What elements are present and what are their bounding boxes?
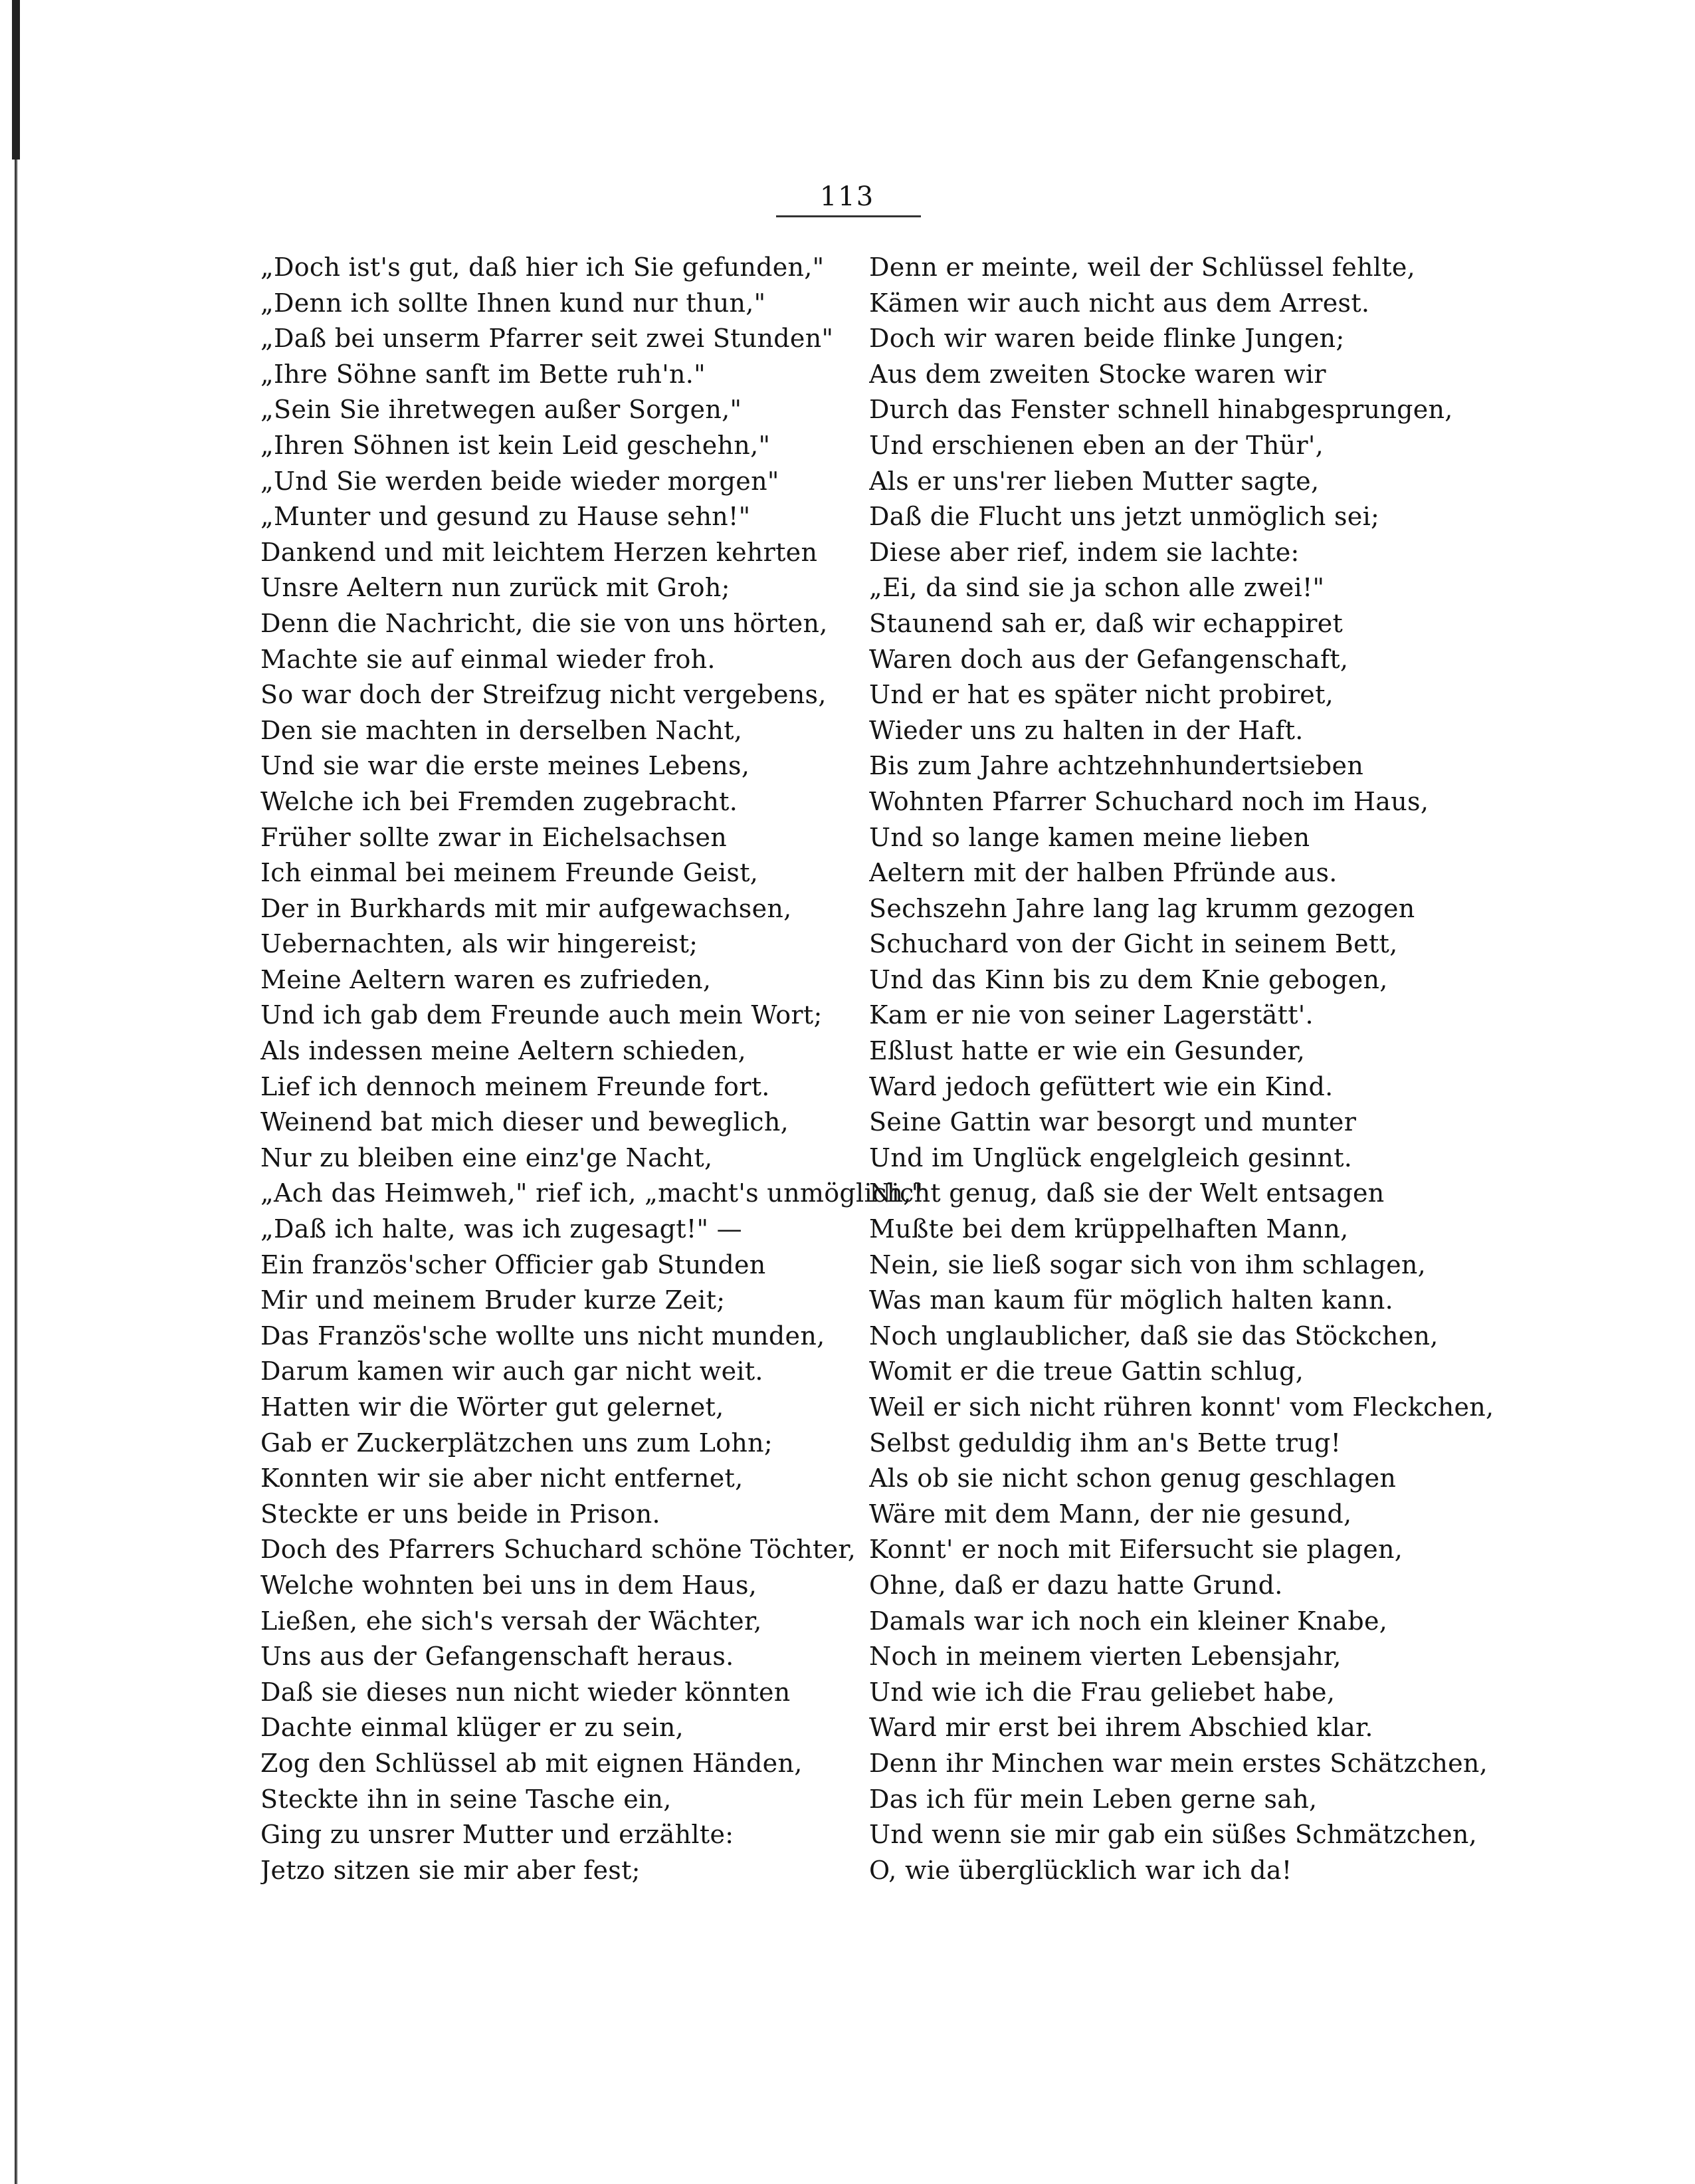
verse-line: Der in Burkhards mit mir aufgewachsen, bbox=[260, 893, 792, 923]
verse-line: Durch das Fenster schnell hinabgesprungen, bbox=[869, 395, 1453, 425]
verse-line: Denn die Nachricht, die sie von uns hörten, bbox=[260, 608, 828, 638]
verse-line: Darum kamen wir auch gar nicht weit. bbox=[260, 1357, 763, 1386]
verse-line: O, wie überglücklich war ich da! bbox=[869, 1855, 1292, 1885]
verse-line: Und wenn sie mir gab ein süßes Schmätzchen, bbox=[869, 1820, 1478, 1850]
verse-line: Weinend bat mich dieser und beweglich, bbox=[260, 1107, 789, 1137]
verse-line: „Ach das Heimweh," rief ich, „macht's unmöglich," bbox=[260, 1178, 924, 1208]
verse-line: Und das Kinn bis zu dem Knie gebogen, bbox=[869, 964, 1388, 994]
verse-line: Eßlust hatte er wie ein Gesunder, bbox=[869, 1036, 1306, 1066]
binding-edge bbox=[15, 0, 18, 2184]
verse-line: Ging zu unsrer Mutter und erzählte: bbox=[260, 1820, 734, 1850]
verse-line: Den sie machten in derselben Nacht, bbox=[260, 715, 743, 745]
verse-line: Damals war ich noch ein kleiner Knabe, bbox=[869, 1606, 1388, 1636]
verse-line: Steckte er uns beide in Prison. bbox=[260, 1499, 660, 1529]
verse-line: Kam er nie von seiner Lagerstätt'. bbox=[869, 1000, 1314, 1030]
verse-line: Diese aber rief, indem sie lachte: bbox=[869, 537, 1300, 567]
verse-line: Als ob sie nicht schon genug geschlagen bbox=[869, 1464, 1397, 1493]
verse-line: „Daß ich halte, was ich zugesagt!" — bbox=[260, 1214, 742, 1244]
verse-line: Wohnten Pfarrer Schuchard noch im Haus, bbox=[869, 786, 1429, 816]
verse-line: Seine Gattin war besorgt und munter bbox=[869, 1107, 1357, 1137]
verse-line: Ward jedoch gefüttert wie ein Kind. bbox=[869, 1071, 1334, 1101]
verse-line: Als indessen meine Aeltern schieden, bbox=[260, 1036, 746, 1066]
verse-line: Denn er meinte, weil der Schlüssel fehlte, bbox=[869, 253, 1415, 282]
verse-line: Früher sollte zwar in Eichelsachsen bbox=[260, 822, 728, 852]
verse-line: Daß sie dieses nun nicht wieder könnten bbox=[260, 1677, 791, 1707]
verse-line: Hatten wir die Wörter gut gelernet, bbox=[260, 1392, 724, 1422]
verse-line: „Ihren Söhnen ist kein Leid geschehn," bbox=[260, 430, 771, 460]
verse-line: Waren doch aus der Gefangenschaft, bbox=[869, 644, 1349, 674]
verse-line: Und wie ich die Frau geliebet habe, bbox=[869, 1677, 1336, 1707]
verse-line: Mußte bei dem krüppelhaften Mann, bbox=[869, 1214, 1349, 1244]
verse-line: „Munter und gesund zu Hause sehn!" bbox=[260, 502, 751, 532]
verse-line: Staunend sah er, daß wir echappiret bbox=[869, 608, 1344, 638]
verse-line: Ich einmal bei meinem Freunde Geist, bbox=[260, 858, 759, 888]
verse-line: Unsre Aeltern nun zurück mit Groh; bbox=[260, 573, 730, 603]
left-column bbox=[260, 250, 923, 1888]
verse-line: Gab er Zuckerplätzchen uns zum Lohn; bbox=[260, 1428, 773, 1458]
verse-line: Ein französ'scher Officier gab Stunden bbox=[260, 1250, 766, 1279]
right-column bbox=[869, 250, 1494, 1888]
verse-line: Mir und meinem Bruder kurze Zeit; bbox=[260, 1285, 726, 1315]
verse-line: Ließen, ehe sich's versah der Wächter, bbox=[260, 1606, 762, 1636]
verse-line: Konnten wir sie aber nicht entfernet, bbox=[260, 1464, 744, 1493]
verse-line: „Doch ist's gut, daß hier ich Sie gefunden," bbox=[260, 253, 825, 282]
verse-line: Welche ich bei Fremden zugebracht. bbox=[260, 786, 738, 816]
verse-line: „Daß bei unserm Pfarrer seit zwei Stunden" bbox=[260, 324, 834, 354]
verse-line: Welche wohnten bei uns in dem Haus, bbox=[260, 1570, 757, 1600]
verse-line: Und im Unglück engelgleich gesinnt. bbox=[869, 1143, 1353, 1172]
verse-line: Jetzo sitzen sie mir aber fest; bbox=[260, 1855, 641, 1885]
verse-line: Uebernachten, als wir hingereist; bbox=[260, 929, 698, 959]
verse-line: „Ei, da sind sie ja schon alle zwei!" bbox=[869, 573, 1325, 603]
verse-line: Lief ich dennoch meinem Freunde fort. bbox=[260, 1071, 770, 1101]
verse-line: Nur zu bleiben eine einz'ge Nacht, bbox=[260, 1143, 713, 1172]
verse-line: Dankend und mit leichtem Herzen kehrten bbox=[260, 537, 818, 567]
verse-line: Weil er sich nicht rühren konnt' vom Fleckchen, bbox=[869, 1392, 1494, 1422]
verse-line: Aeltern mit der halben Pfründe aus. bbox=[869, 858, 1338, 888]
verse-line: Noch unglaublicher, daß sie das Stöckchen, bbox=[869, 1321, 1439, 1351]
verse-line: Das Französ'sche wollte uns nicht munden, bbox=[260, 1321, 825, 1351]
verse-line: Ohne, daß er dazu hatte Grund. bbox=[869, 1570, 1283, 1600]
verse-line: Und so lange kamen meine lieben bbox=[869, 822, 1310, 852]
verse-line: Und erschienen eben an der Thür', bbox=[869, 430, 1324, 460]
verse-line: „Sein Sie ihretwegen außer Sorgen," bbox=[260, 395, 742, 425]
verse-line: „Denn ich sollte Ihnen kund nur thun," bbox=[260, 288, 766, 318]
verse-line: Das ich für mein Leben gerne sah, bbox=[869, 1784, 1318, 1814]
verse-line: Selbst geduldig ihm an's Bette trug! bbox=[869, 1428, 1342, 1458]
verse-line: Doch wir waren beide flinke Jungen; bbox=[869, 324, 1345, 354]
verse-line: Womit er die treue Gattin schlug, bbox=[869, 1357, 1304, 1386]
verse-line: Als er uns'rer lieben Mutter sagte, bbox=[869, 466, 1320, 496]
verse-line: Ward mir erst bei ihrem Abschied klar. bbox=[869, 1713, 1373, 1743]
verse-line: So war doch der Streifzug nicht vergebens, bbox=[260, 680, 827, 710]
verse-line: Wäre mit dem Mann, der nie gesund, bbox=[869, 1499, 1352, 1529]
verse-line: Wieder uns zu halten in der Haft. bbox=[869, 715, 1304, 745]
verse-line: Konnt' er noch mit Eifersucht sie plagen, bbox=[869, 1535, 1403, 1565]
verse-line: Bis zum Jahre achtzehnhundertsieben bbox=[869, 751, 1364, 781]
verse-line: Sechszehn Jahre lang lag krumm gezogen bbox=[869, 893, 1415, 923]
verse-line: Doch des Pfarrers Schuchard schöne Töchter, bbox=[260, 1535, 856, 1565]
verse-line: Und ich gab dem Freunde auch mein Wort; bbox=[260, 1000, 823, 1030]
verse-line: Uns aus der Gefangenschaft heraus. bbox=[260, 1642, 734, 1672]
verse-line: Was man kaum für möglich halten kann. bbox=[869, 1285, 1394, 1315]
verse-line: Aus dem zweiten Stocke waren wir bbox=[869, 359, 1326, 389]
verse-line: Schuchard von der Gicht in seinem Bett, bbox=[869, 929, 1398, 959]
verse-line: Nein, sie ließ sogar sich von ihm schlagen, bbox=[869, 1250, 1427, 1279]
verse-line: Noch in meinem vierten Lebensjahr, bbox=[869, 1642, 1342, 1672]
verse-line: Nicht genug, daß sie der Welt entsagen bbox=[869, 1178, 1385, 1208]
verse-line: „Ihre Söhne sanft im Bette ruh'n." bbox=[260, 359, 706, 389]
verse-line: Und er hat es später nicht probiret, bbox=[869, 680, 1334, 710]
page-number-rule bbox=[776, 215, 921, 217]
verse-line: Kämen wir auch nicht aus dem Arrest. bbox=[869, 288, 1370, 318]
verse-line: Zog den Schlüssel ab mit eignen Händen, bbox=[260, 1748, 803, 1778]
verse-line: Denn ihr Minchen war mein erstes Schätzchen, bbox=[869, 1748, 1488, 1778]
page-number: 113 bbox=[819, 181, 875, 212]
verse-line: Machte sie auf einmal wieder froh. bbox=[260, 644, 716, 674]
verse-line: „Und Sie werden beide wieder morgen" bbox=[260, 466, 779, 496]
verse-line: Daß die Flucht uns jetzt unmöglich sei; bbox=[869, 502, 1380, 532]
verse-line: Und sie war die erste meines Lebens, bbox=[260, 751, 750, 781]
verse-line: Steckte ihn in seine Tasche ein, bbox=[260, 1784, 672, 1814]
verse-line: Meine Aeltern waren es zufrieden, bbox=[260, 964, 712, 994]
verse-line: Dachte einmal klüger er zu sein, bbox=[260, 1713, 684, 1743]
